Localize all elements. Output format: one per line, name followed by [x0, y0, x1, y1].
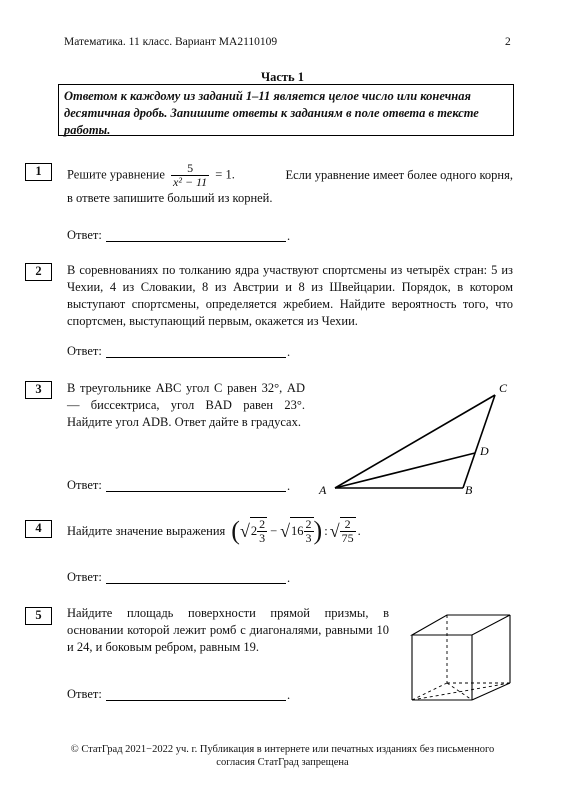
term-c-fraction	[340, 518, 356, 545]
task-1-fraction-denominator: x² − 11	[173, 174, 208, 189]
task-1-text-after: Если уравнение имеет более одного корня,	[285, 167, 513, 182]
term-c-num: 2	[340, 518, 356, 532]
prism-hidden-bottom-left	[412, 683, 447, 700]
term-b-whole: 16	[291, 524, 304, 538]
point-label-d: D	[480, 444, 489, 458]
task-4-text	[67, 514, 513, 548]
part-title: Часть 1	[260, 70, 305, 84]
term-c-den: 75	[341, 531, 354, 545]
triangle-side-ac	[335, 395, 495, 488]
answer-field-4[interactable]	[106, 583, 286, 584]
answer-label-1: Ответ:	[67, 228, 102, 242]
task-1-fraction	[171, 162, 209, 189]
task-number-3: 3	[25, 381, 52, 399]
answer-field-3[interactable]	[106, 491, 286, 492]
task-4-expression	[231, 517, 360, 545]
prism-top-face	[412, 615, 510, 635]
sqrt-sign-1: √	[239, 520, 250, 541]
task-5-text: Найдите площадь поверхности прямой призмы, в основании которой лежит ромб с диагоналями, равными 10 и 24, и боковым ребром, равным 19.	[67, 606, 389, 654]
minus-sign: −	[270, 523, 278, 538]
left-paren: (	[231, 516, 240, 545]
answer-label-5: Ответ:	[67, 687, 102, 701]
task-1-text-line2: в ответе запишите больший из корней.	[67, 191, 273, 205]
vertex-label-a: A	[319, 483, 327, 497]
sqrt-sign-3: √	[329, 520, 340, 541]
answer-label-3: Ответ:	[67, 478, 102, 492]
sqrt-3-radicand	[340, 517, 356, 545]
task-number-1: 1	[25, 163, 52, 181]
prism-figure	[402, 605, 522, 705]
footer-line-1: © СтатГрад 2021−2022 уч. г. Публикация в интернете или печатных изданиях без письменного	[70, 744, 495, 755]
vertex-label-c: C	[499, 381, 508, 395]
expression-period: .	[357, 523, 361, 538]
prism-bottom-right	[472, 683, 510, 700]
prism-base-diagonal-1	[412, 683, 510, 700]
right-paren: )	[313, 516, 323, 545]
sqrt-sign-2: √	[280, 520, 291, 541]
sqrt-2-radicand	[290, 517, 314, 545]
term-a-fraction	[257, 518, 267, 545]
task-1-text-before: Решите уравнение	[67, 166, 165, 181]
term-a-den: 3	[259, 531, 266, 545]
task-4-prompt: Найдите значение выражения	[67, 523, 226, 538]
footer	[0, 743, 565, 769]
page-number: 2	[505, 36, 511, 48]
answer-dot-3: .	[287, 479, 291, 493]
instruction-box: Ответом к каждому из заданий 1–11 является целое число или конечная десятичная дробь. Запишите ответы к заданиям в поле ответа в тексте работы.	[58, 84, 514, 136]
answer-dot-5: .	[287, 688, 291, 702]
term-a-whole: 2	[250, 524, 258, 538]
answer-field-2[interactable]	[106, 357, 286, 358]
task-1-equals: = 1.	[215, 166, 235, 181]
footer-line-2: согласия СтатГрад запрещена	[216, 757, 349, 768]
answer-dot-4: .	[287, 571, 291, 585]
sqrt-1-radicand	[250, 517, 267, 545]
header-title: Математика. 11 класс. Вариант МА2110109	[64, 36, 278, 48]
task-number-5: 5	[25, 607, 52, 625]
answer-dot-2: .	[287, 345, 291, 359]
divide-sign: :	[324, 523, 328, 538]
answer-field-5[interactable]	[106, 700, 286, 701]
answer-label-2: Ответ:	[67, 344, 102, 358]
triangle-figure	[315, 378, 520, 498]
bisector-ad	[335, 453, 475, 488]
task-1-text	[67, 160, 513, 205]
term-a-num: 2	[259, 517, 266, 531]
task-number-2: 2	[25, 263, 52, 281]
task-2-text: В соревнованиях по толканию ядра участвуют спортсмены из четырёх стран: 5 из Чехии, 4 из Словакии, 8 из Австрии и 8 из Швейцарии. Порядок, в котором выступают спортсмены, определяется жребием. Найдите вероятность того, что спортсмен, выступающий первым, окажется из Чехии.	[67, 263, 513, 328]
answer-dot-1: .	[287, 229, 291, 243]
triangle-side-cb	[463, 395, 495, 488]
term-b-den: 3	[305, 531, 312, 545]
term-b-num: 2	[305, 517, 312, 531]
vertex-label-b: B	[465, 483, 473, 497]
term-b-fraction	[304, 518, 314, 545]
answer-field-1[interactable]	[106, 241, 286, 242]
task-number-4: 4	[25, 520, 52, 538]
task-1-fraction-numerator: 5	[171, 162, 209, 176]
answer-label-4: Ответ:	[67, 570, 102, 584]
task-3-text: В треугольнике ABC угол C равен 32°, AD — биссектриса, угол BAD равен 23°. Найдите угол ADB. Ответ дайте в градусах.	[67, 381, 305, 429]
